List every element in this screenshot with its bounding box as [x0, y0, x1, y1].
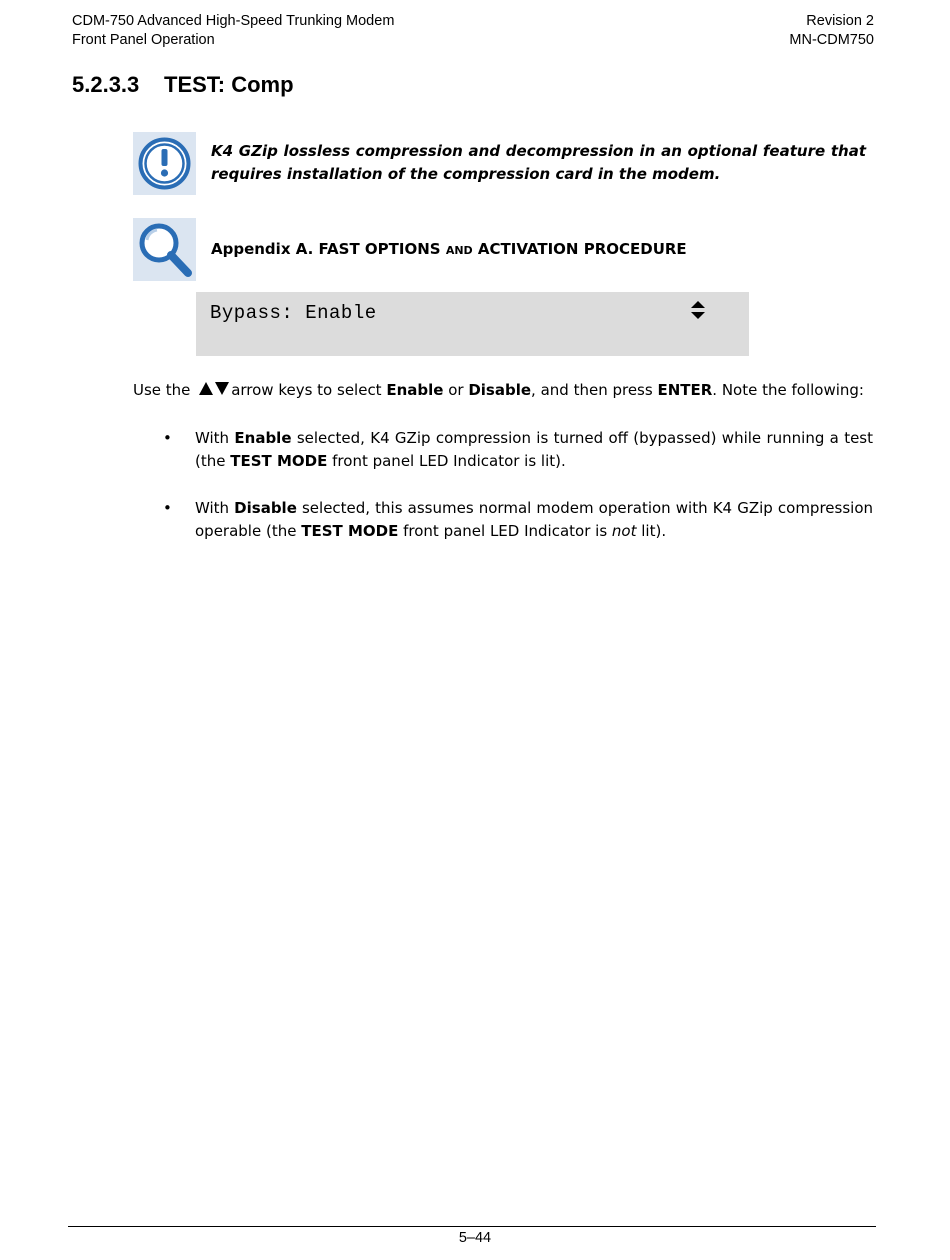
section-title: TEST: Comp	[164, 72, 294, 97]
list-item: • With Disable selected, this assumes normal modem operation with K4 GZip compression operable (the TEST MODE front panel LED Indicator is not lit).	[163, 499, 874, 540]
exclamation-icon	[133, 132, 196, 195]
bullet-icon: •	[163, 499, 172, 517]
section-number: 5.2.3.3	[72, 72, 140, 97]
bullet-icon: •	[163, 429, 172, 447]
document-title: CDM-750 Advanced High-Speed Trunking Modem	[72, 13, 395, 29]
magnifier-icon	[133, 218, 196, 281]
footer-divider	[68, 1226, 876, 1227]
revision-label: Revision 2	[806, 13, 874, 29]
important-note-text: K4 GZip lossless compression and decompression in an optional feature that requires installation of the compression card in the modem.	[211, 142, 866, 183]
chapter-title: Front Panel Operation	[72, 32, 215, 48]
down-arrow-icon	[215, 382, 229, 395]
lcd-display	[196, 292, 749, 356]
section-heading	[72, 72, 294, 98]
up-arrow-icon	[199, 382, 213, 395]
lcd-text: Bypass: Enable	[210, 302, 377, 324]
up-down-arrows-icon	[691, 301, 705, 319]
page-header	[72, 12, 874, 50]
reference-note-text: Appendix A. FAST OPTIONS AND ACTIVATION PROCEDURE	[211, 240, 687, 258]
intro-paragraph: Use the arrow keys to select Enable or Disable, and then press ENTER. Note the following:	[133, 381, 864, 399]
document-number: MN-CDM750	[789, 32, 874, 48]
list-item: • With Enable selected, K4 GZip compression is turned off (bypassed) while running a test (the TEST MODE front panel LED Indicator is lit).	[163, 429, 873, 470]
page-number: 5–44	[458, 1230, 492, 1246]
